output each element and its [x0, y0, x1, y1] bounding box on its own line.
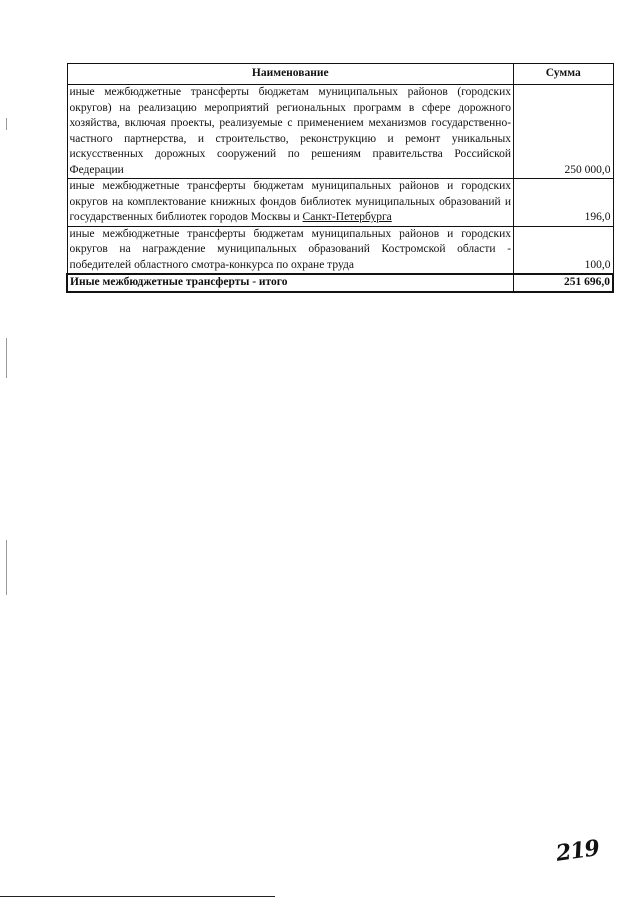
handwritten-page-number: 219: [554, 835, 601, 867]
row-name-tail: Санкт-Петербурга: [302, 211, 392, 223]
table-row: [67, 179, 613, 227]
table-header-row: [67, 64, 613, 85]
row-name-text: иные межбюджетные трансферты бюджетам муниципальных районов и городских округов на комплектование книжных фондов библиотек муниципальных образований и государственных библиотек городов Москвы и: [69, 180, 512, 223]
row-name-cell: иные межбюджетные трансферты бюджетам муниципальных районов (городских округов) на реализацию мероприятий региональных программ в сфере дорожного хозяйства, включая проекты, реализуемые с применением механизмов государственно-частного партнерства, и строительство, реконструкцию и ремонт уникальных искусственных дорожных сооружений по решениям правительства Российской Федерации: [67, 85, 514, 179]
transfers-table: [66, 63, 614, 293]
row-sum-cell: 196,0: [514, 179, 613, 227]
row-sum-cell: 250 000,0: [514, 85, 613, 179]
column-header-sum: Сумма: [514, 64, 613, 85]
table-row: [67, 226, 613, 274]
bottom-rule: [0, 896, 275, 897]
column-header-name: Наименование: [67, 64, 514, 85]
scan-edge-mark: [6, 338, 7, 378]
scan-edge-mark: [6, 540, 7, 595]
total-name-cell: Иные межбюджетные трансферты - итого: [67, 274, 514, 292]
row-sum-cell: 100,0: [514, 226, 613, 274]
row-name-cell: иные межбюджетные трансферты бюджетам муниципальных районов и городских округов на награждение муниципальных образований Костромской области - победителей областного смотра-конкурса по охране труда: [67, 226, 514, 274]
scan-edge-mark: [6, 118, 7, 130]
table-row: [67, 85, 613, 179]
total-sum-cell: 251 696,0: [514, 274, 613, 292]
table-total-row: [67, 274, 613, 292]
row-name-cell: [67, 179, 514, 227]
